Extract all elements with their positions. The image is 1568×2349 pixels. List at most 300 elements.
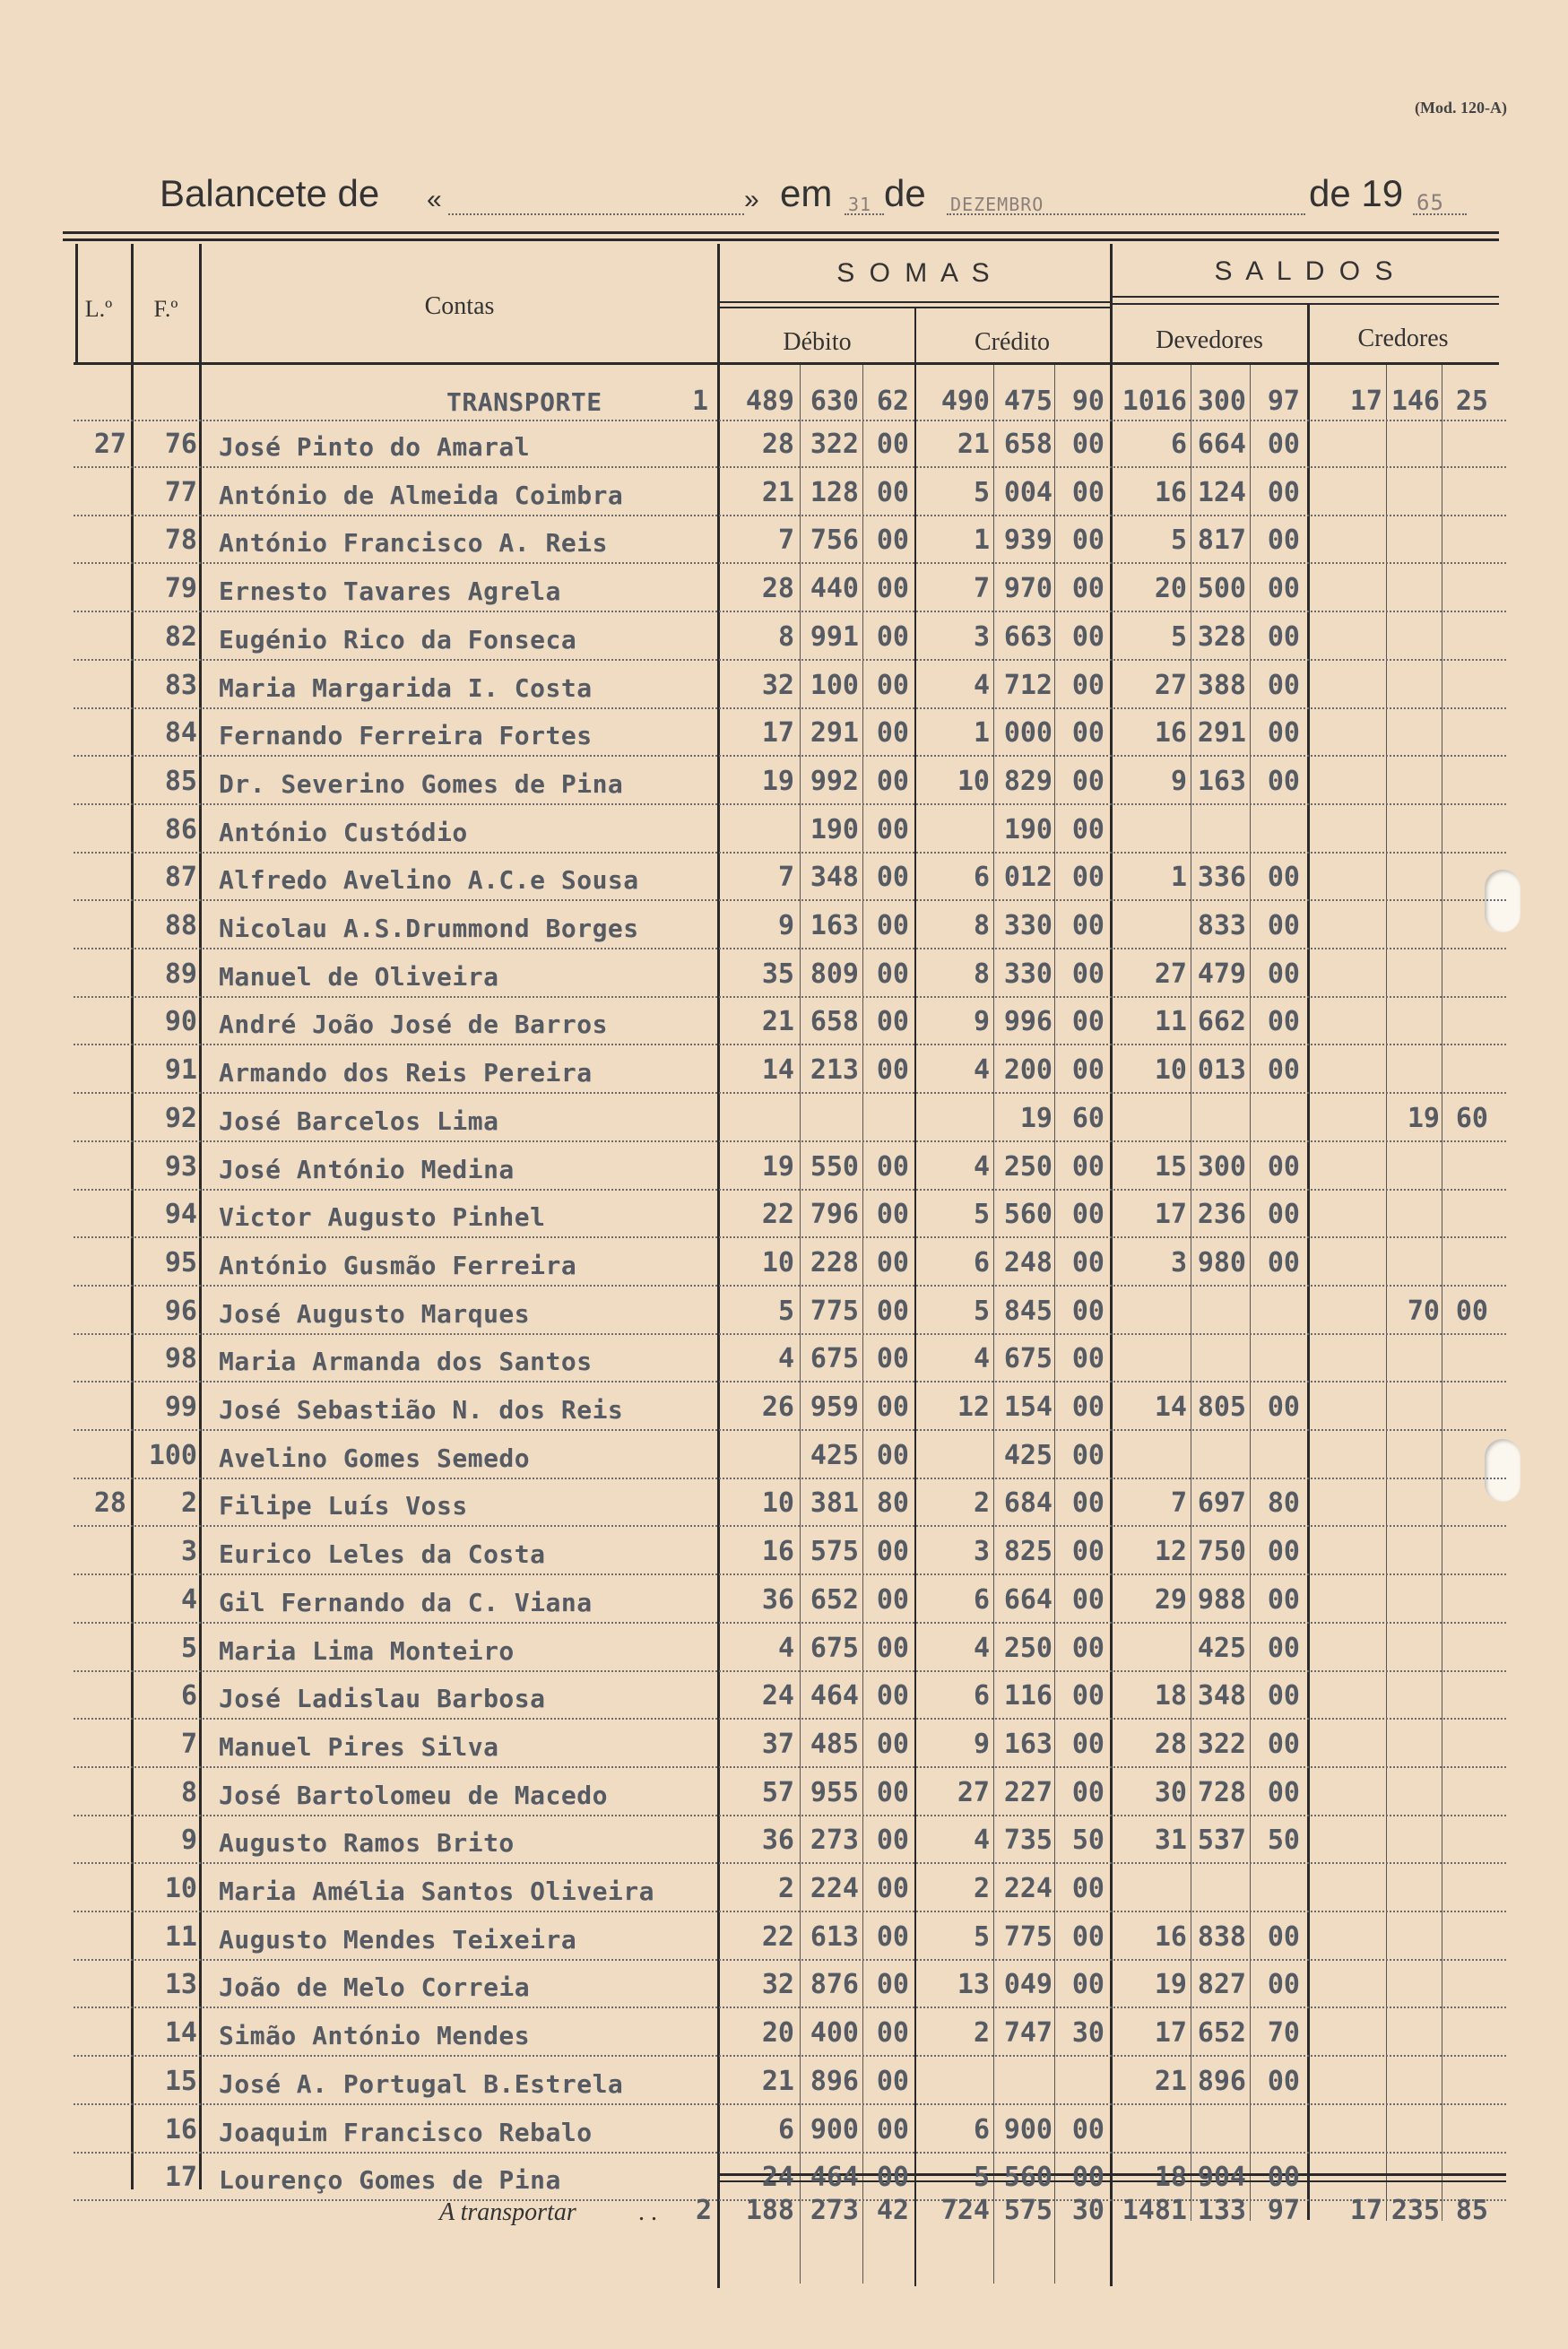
cell-dt: 10 bbox=[761, 1487, 794, 1520]
cell-dc: 00 bbox=[876, 862, 909, 894]
cell-name: Eugénio Rico da Fonseca bbox=[219, 624, 577, 654]
cell-vu: 904 bbox=[1197, 2162, 1246, 2194]
cell-f: 83 bbox=[164, 669, 197, 701]
cell-vc: 00 bbox=[1267, 524, 1300, 557]
cell-cu: 012 bbox=[1003, 862, 1053, 894]
cell-vt: 16 bbox=[1154, 476, 1187, 508]
row-ruling bbox=[74, 1236, 1506, 1238]
cell-cu: 154 bbox=[1003, 1391, 1053, 1423]
cell-vc: 00 bbox=[1267, 429, 1300, 460]
cell-cc: 00 bbox=[1071, 1969, 1105, 2001]
cell-du: 291 bbox=[810, 717, 859, 750]
cell-f: 4 bbox=[180, 1583, 197, 1616]
cell-vc: 00 bbox=[1267, 1920, 1300, 1953]
cell-dt: 36 bbox=[761, 1583, 794, 1616]
cell-vt: 7 bbox=[1170, 1487, 1187, 1520]
cell-dc: 00 bbox=[876, 1295, 909, 1327]
cell-vt: 19 bbox=[1154, 1969, 1187, 2001]
cell-f: 95 bbox=[164, 1246, 197, 1279]
cell-name: Dr. Severino Gomes de Pina bbox=[219, 768, 624, 799]
cell-du: 613 bbox=[810, 1920, 859, 1953]
cell-cu: 19 bbox=[1019, 1102, 1053, 1134]
row-ruling bbox=[74, 1766, 1506, 1768]
cell-vt: 28 bbox=[1154, 1728, 1187, 1760]
transport-in-deb-t: 489 bbox=[745, 386, 794, 417]
row-ruling bbox=[74, 707, 1506, 709]
cell-ct: 6 bbox=[973, 1583, 990, 1616]
cell-f: 17 bbox=[164, 2162, 197, 2194]
cell-cu: 004 bbox=[1003, 476, 1053, 508]
cell-cc: 00 bbox=[1071, 862, 1105, 894]
cell-f: 91 bbox=[164, 1054, 197, 1087]
cell-du: 228 bbox=[810, 1246, 859, 1279]
cell-cu: 000 bbox=[1003, 717, 1053, 750]
row-ruling bbox=[74, 1333, 1506, 1335]
cell-cu: 049 bbox=[1003, 1969, 1053, 2001]
cell-vc: 00 bbox=[1267, 1583, 1300, 1616]
cell-dc: 00 bbox=[876, 1825, 909, 1857]
cell-vu: 236 bbox=[1197, 1199, 1246, 1231]
cell-vc: 00 bbox=[1267, 958, 1300, 990]
cell-vt: 17 bbox=[1154, 1199, 1187, 1231]
row-ruling bbox=[74, 1285, 1506, 1287]
cell-dt: 37 bbox=[761, 1728, 794, 1760]
cell-dt: 10 bbox=[761, 1246, 794, 1279]
cell-cc: 00 bbox=[1071, 765, 1105, 797]
cell-vc: 00 bbox=[1267, 765, 1300, 797]
cell-f: 3 bbox=[180, 1536, 197, 1568]
cell-ct: 3 bbox=[973, 1536, 990, 1568]
cell-du: 992 bbox=[810, 765, 859, 797]
cell-vu: 388 bbox=[1197, 669, 1246, 701]
header-bottom-rule bbox=[74, 362, 1499, 365]
row-ruling bbox=[74, 1622, 1506, 1624]
cell-vc: 00 bbox=[1267, 1776, 1300, 1808]
title-open-quote: « bbox=[427, 185, 442, 214]
cell-vc: 00 bbox=[1267, 620, 1300, 653]
header-credito: Crédito bbox=[975, 328, 1050, 356]
cell-vt: 16 bbox=[1154, 1920, 1187, 1953]
title-em: em bbox=[780, 172, 833, 214]
row-ruling bbox=[74, 1573, 1506, 1575]
cell-ct: 21 bbox=[957, 429, 990, 460]
cell-cu: 560 bbox=[1003, 1199, 1053, 1231]
cell-vt: 16 bbox=[1154, 717, 1187, 750]
cell-dc: 00 bbox=[876, 958, 909, 990]
cell-ct: 8 bbox=[973, 910, 990, 941]
cell-ct: 4 bbox=[973, 669, 990, 701]
sep-deb-1 bbox=[800, 365, 801, 2284]
cell-dt: 32 bbox=[761, 669, 794, 701]
cell-du: 464 bbox=[810, 2162, 859, 2194]
cell-dc: 00 bbox=[876, 1728, 909, 1760]
cell-vu: 664 bbox=[1197, 429, 1246, 460]
cell-cc: 00 bbox=[1071, 1632, 1105, 1664]
cell-dc: 00 bbox=[876, 1680, 909, 1712]
cell-cu: 735 bbox=[1003, 1825, 1053, 1857]
day-value: 31 bbox=[848, 194, 872, 215]
cell-cc: 00 bbox=[1071, 1728, 1105, 1760]
cell-vc: 00 bbox=[1267, 1006, 1300, 1038]
title-de2: de 19 bbox=[1309, 172, 1404, 214]
cell-ct: 2 bbox=[973, 1487, 990, 1520]
cell-cu: 996 bbox=[1003, 1006, 1053, 1038]
cell-f: 79 bbox=[164, 573, 197, 605]
cell-vu: 697 bbox=[1197, 1487, 1246, 1520]
cell-f: 92 bbox=[164, 1102, 197, 1134]
cell-vt: 5 bbox=[1170, 524, 1187, 557]
cell-du: 959 bbox=[810, 1391, 859, 1423]
col-rule-debito bbox=[914, 308, 916, 2286]
cell-dt: 5 bbox=[777, 1295, 794, 1327]
sep-cre-1 bbox=[993, 365, 994, 2284]
cell-dt: 35 bbox=[761, 958, 794, 990]
cell-du: 322 bbox=[810, 429, 859, 460]
cell-dt: 57 bbox=[761, 1776, 794, 1808]
cell-ct: 2 bbox=[973, 1873, 990, 1904]
cell-cc: 00 bbox=[1071, 1583, 1105, 1616]
cell-vc: 00 bbox=[1267, 1391, 1300, 1423]
cell-f: 77 bbox=[164, 476, 197, 508]
cell-ct: 12 bbox=[957, 1391, 990, 1423]
cell-cu: 825 bbox=[1003, 1536, 1053, 1568]
cell-dc: 00 bbox=[876, 1054, 909, 1087]
cell-cu: 163 bbox=[1003, 1728, 1053, 1760]
cell-dt: 9 bbox=[777, 910, 794, 941]
row-ruling bbox=[74, 1092, 1506, 1094]
cell-vu: 537 bbox=[1197, 1825, 1246, 1857]
cell-ct: 5 bbox=[973, 1920, 990, 1953]
cell-cu: 775 bbox=[1003, 1920, 1053, 1953]
cell-vt: 12 bbox=[1154, 1536, 1187, 1568]
transport-in-dev-u: 300 bbox=[1197, 386, 1246, 417]
cell-f: 86 bbox=[164, 813, 197, 845]
cell-vu: 336 bbox=[1197, 862, 1246, 894]
cell-cc: 00 bbox=[1071, 669, 1105, 701]
cell-dc: 00 bbox=[876, 1391, 909, 1423]
cell-name: Ernesto Tavares Agrela bbox=[219, 576, 561, 607]
cell-dc: 00 bbox=[876, 813, 909, 845]
cell-name: Augusto Mendes Teixeira bbox=[219, 1924, 577, 1955]
top-rule bbox=[63, 231, 1499, 234]
cell-name: Armando dos Reis Pereira bbox=[219, 1058, 593, 1088]
transport-out-cre-u: 575 bbox=[1003, 2195, 1053, 2226]
cell-cu: 116 bbox=[1003, 1680, 1053, 1712]
cell-cu: 658 bbox=[1003, 429, 1053, 460]
cell-cu: 560 bbox=[1003, 2162, 1053, 2194]
cell-vu: 328 bbox=[1197, 620, 1246, 653]
cell-du: 876 bbox=[810, 1969, 859, 2001]
cell-name: Maria Armanda dos Santos bbox=[219, 1347, 593, 1377]
cell-f: 76 bbox=[164, 429, 197, 460]
cell-ct: 6 bbox=[973, 2113, 990, 2145]
cell-dt: 24 bbox=[761, 1680, 794, 1712]
transport-in-crd-c: 25 bbox=[1455, 386, 1488, 417]
cell-dc: 00 bbox=[876, 2162, 909, 2194]
cell-f: 99 bbox=[164, 1391, 197, 1423]
cell-ct: 5 bbox=[973, 2162, 990, 2194]
cell-cc: 00 bbox=[1071, 2113, 1105, 2145]
row-ruling bbox=[74, 755, 1506, 757]
transport-in-dev-c: 97 bbox=[1267, 386, 1300, 417]
row-ruling bbox=[74, 1815, 1506, 1816]
cell-name: Maria Amélia Santos Oliveira bbox=[219, 1877, 655, 1906]
cell-dt: 8 bbox=[777, 620, 794, 653]
cell-dc: 00 bbox=[876, 1343, 909, 1375]
cell-dt: 20 bbox=[761, 2017, 794, 2050]
saldos-rule bbox=[1112, 296, 1499, 298]
cell-cc: 00 bbox=[1071, 1150, 1105, 1183]
cell-f: 15 bbox=[164, 2065, 197, 2097]
cell-name: Maria Margarida I. Costa bbox=[219, 672, 593, 703]
transport-out-label: A transportar bbox=[439, 2198, 576, 2226]
cell-dt: 24 bbox=[761, 2162, 794, 2194]
cell-vt: 31 bbox=[1154, 1825, 1187, 1857]
cell-cu: 747 bbox=[1003, 2017, 1053, 2050]
row-ruling bbox=[74, 1044, 1506, 1045]
cell-cu: 248 bbox=[1003, 1246, 1053, 1279]
cell-name: António de Almeida Coimbra bbox=[219, 480, 624, 510]
cell-cc: 00 bbox=[1071, 1006, 1105, 1038]
cell-vt: 6 bbox=[1170, 429, 1187, 460]
transport-in-cre-u: 475 bbox=[1003, 386, 1053, 417]
cell-cc: 00 bbox=[1071, 573, 1105, 605]
cell-vc: 00 bbox=[1267, 2162, 1300, 2194]
transport-out-deb-c: 42 bbox=[876, 2195, 909, 2226]
cell-f: 78 bbox=[164, 524, 197, 557]
cell-cc: 00 bbox=[1071, 620, 1105, 653]
cell-dt: 36 bbox=[761, 1825, 794, 1857]
row-ruling bbox=[74, 1862, 1506, 1864]
row-ruling bbox=[74, 562, 1506, 564]
cell-ct: 5 bbox=[973, 1295, 990, 1327]
cell-vt: 18 bbox=[1154, 2162, 1187, 2194]
cell-name: Joaquim Francisco Rebalo bbox=[219, 2117, 593, 2147]
cell-f: 96 bbox=[164, 1295, 197, 1327]
cell-cc: 60 bbox=[1071, 1102, 1105, 1134]
cell-cu: 675 bbox=[1003, 1343, 1053, 1375]
cell-du: 425 bbox=[810, 1439, 859, 1471]
cell-vt: 27 bbox=[1154, 669, 1187, 701]
cell-l: 28 bbox=[93, 1487, 126, 1520]
cell-dt: 21 bbox=[761, 2065, 794, 2097]
cell-vu: 728 bbox=[1197, 1776, 1246, 1808]
cell-dc: 00 bbox=[876, 2065, 909, 2097]
cell-f: 14 bbox=[164, 2017, 197, 2050]
cell-dc: 00 bbox=[876, 1006, 909, 1038]
row-ruling bbox=[74, 1140, 1506, 1142]
sep-crd-1 bbox=[1386, 365, 1387, 2221]
sep-deb-2 bbox=[862, 365, 863, 2284]
cell-vt: 21 bbox=[1154, 2065, 1187, 2097]
cell-vc: 00 bbox=[1267, 1969, 1300, 2001]
title-row bbox=[160, 170, 1444, 224]
row-ruling bbox=[74, 1959, 1506, 1961]
cell-cc: 00 bbox=[1071, 1439, 1105, 1471]
cell-du: 464 bbox=[810, 1680, 859, 1712]
cell-f: 84 bbox=[164, 717, 197, 750]
cell-ct: 4 bbox=[973, 1632, 990, 1664]
cell-du: 273 bbox=[810, 1825, 859, 1857]
cell-f: 82 bbox=[164, 620, 197, 653]
cell-vc: 00 bbox=[1267, 862, 1300, 894]
cell-dc: 00 bbox=[876, 1920, 909, 1953]
cell-vu: 479 bbox=[1197, 958, 1246, 990]
cell-du: 213 bbox=[810, 1054, 859, 1087]
cell-du: 550 bbox=[810, 1150, 859, 1183]
entity-blank bbox=[448, 212, 744, 215]
cell-vc: 00 bbox=[1267, 1054, 1300, 1087]
cell-du: 163 bbox=[810, 910, 859, 941]
cell-vu: 805 bbox=[1197, 1391, 1246, 1423]
transport-out-crd-c: 85 bbox=[1455, 2195, 1488, 2226]
row-ruling bbox=[74, 1189, 1506, 1191]
cell-name: Manuel Pires Silva bbox=[219, 1731, 499, 1762]
year-value: 65 bbox=[1416, 190, 1444, 215]
cell-vc: 00 bbox=[1267, 1246, 1300, 1279]
cell-cu: 250 bbox=[1003, 1632, 1053, 1664]
cell-du: 675 bbox=[810, 1343, 859, 1375]
cell-dc: 00 bbox=[876, 429, 909, 460]
row-ruling bbox=[74, 2152, 1506, 2154]
row-ruling bbox=[74, 2103, 1506, 2105]
cell-ct: 6 bbox=[973, 862, 990, 894]
cell-vu: 500 bbox=[1197, 573, 1246, 605]
cell-dt: 22 bbox=[761, 1920, 794, 1953]
cell-vc: 00 bbox=[1267, 1728, 1300, 1760]
cell-vc: 00 bbox=[1267, 1680, 1300, 1712]
cell-f: 6 bbox=[180, 1680, 197, 1712]
cell-dc: 00 bbox=[876, 1536, 909, 1568]
cell-f: 2 bbox=[180, 1487, 197, 1520]
header-devedores: Devedores bbox=[1156, 326, 1263, 354]
transport-out-dev-c: 97 bbox=[1267, 2195, 1300, 2226]
transport-in-dev-t: 1016 bbox=[1122, 386, 1187, 417]
cell-name: António Francisco A. Reis bbox=[219, 528, 608, 559]
cell-cc: 00 bbox=[1071, 1391, 1105, 1423]
transport-out-cre-c: 30 bbox=[1071, 2195, 1105, 2226]
cell-ct: 13 bbox=[957, 1969, 990, 2001]
cell-dc: 00 bbox=[876, 1969, 909, 2001]
transport-in-cre-c: 90 bbox=[1071, 386, 1105, 417]
cell-f: 88 bbox=[164, 910, 197, 941]
cell-cc: 00 bbox=[1071, 1246, 1105, 1279]
cell-name: Alfredo Avelino A.C.e Sousa bbox=[219, 865, 639, 896]
sep-dev-2 bbox=[1250, 365, 1251, 2221]
cell-du: 955 bbox=[810, 1776, 859, 1808]
cell-cu: 900 bbox=[1003, 2113, 1053, 2145]
cell-du: 190 bbox=[810, 813, 859, 845]
cell-du: 658 bbox=[810, 1006, 859, 1038]
cell-cc: 00 bbox=[1071, 1680, 1105, 1712]
cell-vt: 5 bbox=[1170, 620, 1187, 653]
cell-cu: 845 bbox=[1003, 1295, 1053, 1327]
cell-vc: 00 bbox=[1267, 1150, 1300, 1183]
cell-dt: 16 bbox=[761, 1536, 794, 1568]
cell-cc: 00 bbox=[1071, 1920, 1105, 1953]
cell-name: Maria Lima Monteiro bbox=[219, 1635, 515, 1666]
cell-du: 756 bbox=[810, 524, 859, 557]
cell-du: 575 bbox=[810, 1536, 859, 1568]
cell-du: 809 bbox=[810, 958, 859, 990]
cell-cc: 00 bbox=[1071, 1295, 1105, 1327]
cell-vt: 20 bbox=[1154, 573, 1187, 605]
cell-vc: 80 bbox=[1267, 1487, 1300, 1520]
cell-cc: 00 bbox=[1071, 1776, 1105, 1808]
cell-vu: 425 bbox=[1197, 1632, 1246, 1664]
cell-vu: 291 bbox=[1197, 717, 1246, 750]
title-balancete: Balancete de bbox=[160, 172, 380, 214]
cell-ct: 2 bbox=[973, 2017, 990, 2050]
cell-name: Gil Fernando da C. Viana bbox=[219, 1587, 593, 1617]
cell-dt: 2 bbox=[777, 1873, 794, 1904]
cell-du: 675 bbox=[810, 1632, 859, 1664]
col-rule-folha bbox=[199, 244, 202, 2189]
row-ruling bbox=[74, 1478, 1506, 1479]
cell-dc: 80 bbox=[876, 1487, 909, 1520]
cell-cu: 330 bbox=[1003, 958, 1053, 990]
cell-name: Manuel de Oliveira bbox=[219, 961, 499, 992]
cell-cu: 190 bbox=[1003, 813, 1053, 845]
cell-cc: 00 bbox=[1071, 1487, 1105, 1520]
row-ruling bbox=[74, 1911, 1506, 1912]
cell-name: Eurico Leles da Costa bbox=[219, 1539, 546, 1570]
cell-cc: 00 bbox=[1071, 524, 1105, 557]
header-somas: S O M A S bbox=[836, 258, 993, 288]
cell-ct: 9 bbox=[973, 1728, 990, 1760]
row-ruling bbox=[74, 2055, 1506, 2057]
cell-du: 224 bbox=[810, 1873, 859, 1904]
cell-ct: 4 bbox=[973, 1150, 990, 1183]
cell-cc: 00 bbox=[1071, 429, 1105, 460]
cell-f: 100 bbox=[148, 1439, 197, 1471]
cell-cc: 00 bbox=[1071, 2162, 1105, 2194]
transport-in-deb-u: 630 bbox=[810, 386, 859, 417]
cell-ru: 70 bbox=[1407, 1295, 1440, 1327]
cell-ct: 8 bbox=[973, 958, 990, 990]
cell-vu: 827 bbox=[1197, 1969, 1246, 2001]
cell-ct: 10 bbox=[957, 765, 990, 797]
transport-out-cre-t: 724 bbox=[940, 2195, 990, 2226]
cell-cu: 227 bbox=[1003, 1776, 1053, 1808]
cell-vc: 00 bbox=[1267, 717, 1300, 750]
cell-vc: 70 bbox=[1267, 2017, 1300, 2050]
cell-cu: 663 bbox=[1003, 620, 1053, 653]
transport-out-deb-m: 2 bbox=[695, 2195, 712, 2226]
cell-du: 485 bbox=[810, 1728, 859, 1760]
cell-cu: 250 bbox=[1003, 1150, 1053, 1183]
cell-dt: 21 bbox=[761, 1006, 794, 1038]
cell-du: 652 bbox=[810, 1583, 859, 1616]
cell-cc: 30 bbox=[1071, 2017, 1105, 2050]
header-debito: Débito bbox=[783, 328, 852, 356]
cell-f: 7 bbox=[180, 1728, 197, 1760]
cell-vu: 896 bbox=[1197, 2065, 1246, 2097]
transport-in-ruling bbox=[74, 420, 1506, 421]
cell-vc: 00 bbox=[1267, 669, 1300, 701]
cell-ct: 1 bbox=[973, 717, 990, 750]
row-ruling bbox=[74, 996, 1506, 998]
cell-du: 900 bbox=[810, 2113, 859, 2145]
cell-dt: 14 bbox=[761, 1054, 794, 1087]
cell-ct: 1 bbox=[973, 524, 990, 557]
col-rule-devedores bbox=[1307, 305, 1310, 2220]
cell-dc: 00 bbox=[876, 524, 909, 557]
cell-vt: 10 bbox=[1154, 1054, 1187, 1087]
cell-ct: 7 bbox=[973, 573, 990, 605]
somas-rule bbox=[720, 301, 1112, 303]
cell-vt: 29 bbox=[1154, 1583, 1187, 1616]
